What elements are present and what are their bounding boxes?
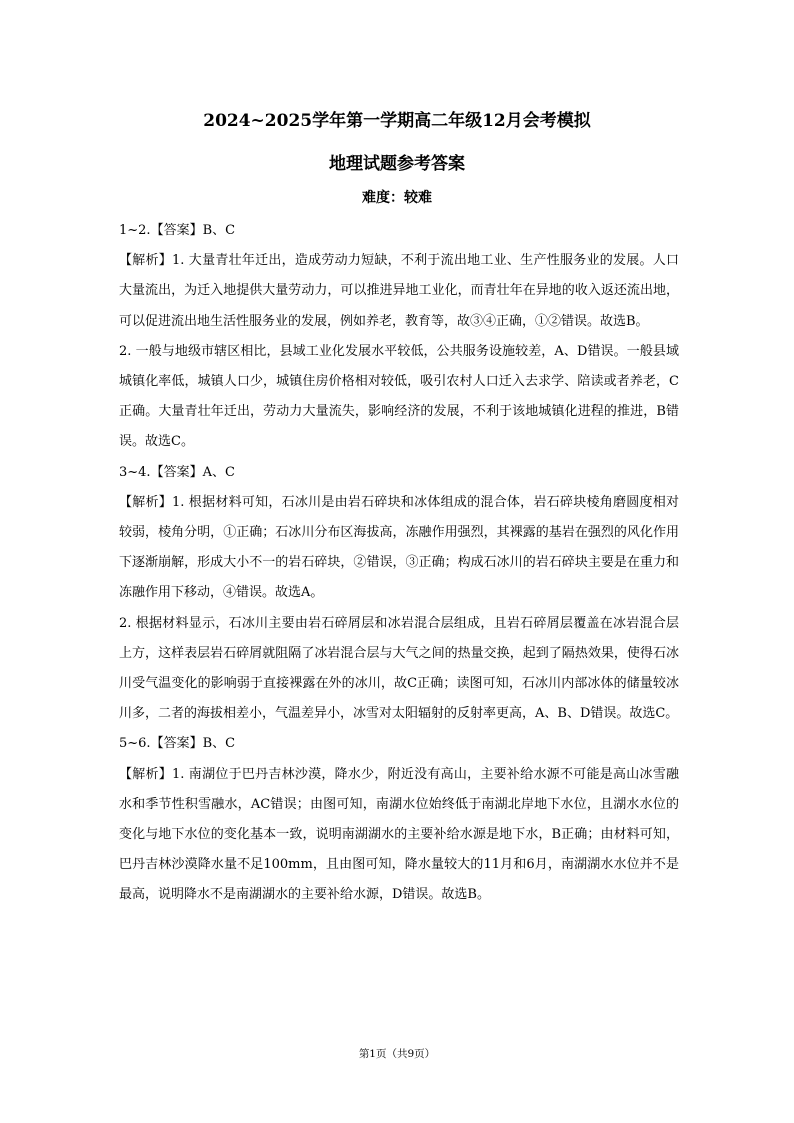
answer-key-title: 地理试题参考答案: [329, 154, 465, 174]
exam-title: 2024~2025学年第一学期高二年级12月会考模拟: [203, 111, 591, 131]
explanation-paragraph: 【解析】1. 南湖位于巴丹吉林沙漠，降水少，附近没有高山，主要补给水源不可能是高山冰雪融水和季节性积雪融水，AC错误；由图可知，南湖水位始终低于南湖北岸地下水位，且湖水水位的变化与地下水位的变化基本一致，说明南湖湖水的主要补给水源是地下水，B正确；由材料可知，巴丹吉林沙漠降水量不足100mm，且由图可知，降水量较大的11月和6月，南湖湖水水位并不是最高，说明降水不是南湖湖水的主要补给水源，D错误。故选B。: [119, 766, 679, 903]
explanation-paragraph: 2. 根据材料显示，石冰川主要由岩石碎屑层和冰岩混合层组成，且岩石碎屑层覆盖在冰岩混合层上方，这样表层岩石碎屑就阻隔了冰岩混合层与大气之间的热量交换，起到了隔热效果，使得石冰川受气温变化的影响弱于直接裸露在外的冰川，故C正确；读图可知，石冰川内部冰体的储量较冰川多，二者的海拔相差小，气温差异小，冰雪对太阳辐射的反射率更高，A、B、D错误。故选C。: [119, 615, 679, 722]
answer-body: [119, 216, 679, 911]
explanation-paragraph: 2. 一般与地级市辖区相比，县域工业化发展水平较低，公共服务设施较差，A、D错误。一般县域城镇化率低，城镇人口少，城镇住房价格相对较低，吸引农村人口迁入去求学、陪读或者养老，C正确。大量青壮年迁出，劳动力大量流失，影响经济的发展，不利于该地城镇化进程的推进，B错误。故选C。: [119, 343, 679, 450]
answer-line: 1~2.【答案】B、C: [119, 223, 236, 238]
explanation-paragraph: 【解析】1. 大量青壮年迁出，造成劳动力短缺，不利于流出地工业、生产性服务业的发展。人口大量流出，为迁入地提供大量劳动力，可以推进异地工业化，而青壮年在异地的收入返还流出地，可以促进流出地生活性服务业的发展，例如养老，教育等，故③④正确，①②错误。故选B。: [119, 253, 679, 329]
page-number: 第1页（共9页）: [358, 1048, 436, 1060]
answer-line: 5~6.【答案】B、C: [119, 736, 236, 752]
difficulty-label: 难度：较难: [362, 190, 432, 206]
explanation-paragraph: 【解析】1. 根据材料可知，石冰川是由岩石碎块和冰体组成的混合体，岩石碎块棱角磨圆度相对较弱，棱角分明，①正确；石冰川分布区海拔高，冻融作用强烈，其裸露的基岩在强烈的风化作用下逐渐崩解，形成大小不一的岩石碎块，②错误，③正确；构成石冰川的岩石碎块主要是在重力和冻融作用下移动，④错误。故选A。: [119, 494, 679, 601]
answer-line: 3~4.【答案】A、C: [119, 464, 235, 480]
